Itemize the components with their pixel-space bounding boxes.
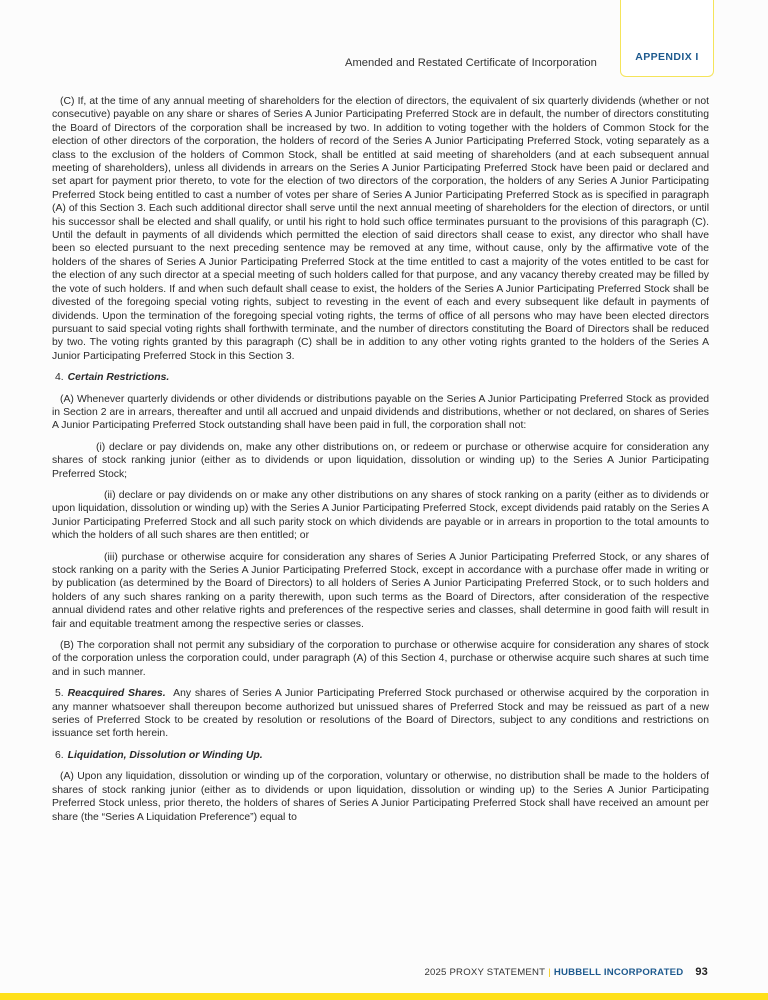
- footer-document-name: 2025 PROXY STATEMENT: [424, 967, 546, 978]
- appendix-tab: [620, 0, 714, 77]
- document-body: [52, 95, 709, 832]
- section-5: [52, 687, 709, 741]
- running-header-title: Amended and Restated Certificate of Incorporation: [345, 57, 597, 69]
- page-number: 93: [695, 966, 708, 978]
- section-4-paragraph-b: (B) The corporation shall not permit any subsidiary of the corporation to purchase or otherwise acquire for consideration any shares of stock of the corporation unless the corporation could, under paragraph (A) of this Section 4, purchase or otherwise acquire such shares at such time and in such manner.: [52, 640, 709, 678]
- section-5-text: Any shares of Series A Junior Participating Preferred Stock purchased or otherwise acquired by the corporation in any manner whatsoever shall thereupon become authorized but unissued shares of Preferred Stock and may be reissued as part of a new series of Preferred Stock to be created by resolution or resolutions of the Board of Directors, subject to any conditions and restrictions on issuance set forth herein.: [52, 688, 709, 740]
- footer-separator: |: [548, 967, 551, 978]
- section-number: 6.: [55, 749, 64, 761]
- section-title: Certain Restrictions.: [67, 372, 170, 384]
- section-4-item-ii: (ii) declare or pay dividends on or make any other distributions on any shares of stock ranking on a parity (either as to dividends or upon liquidation, dissolution or winding up) with the Series A Junior Participating Preferred Stock, except dividends paid ratably on the Series A Junior Participating Preferred Stock and all such parity stock on which dividends are payable or in arrears in proportion to the total amounts to which the holders of all such shares are then entitled; or: [52, 489, 709, 542]
- section-6-paragraph-a: (A) Upon any liquidation, dissolution or winding up of the corporation, voluntary or otherwise, no distribution shall be made to the holders of shares of stock ranking junior (either as to dividends or upon liquidation, dissolution or winding up) to the Series A Junior Participating Preferred Stock unless, prior thereto, the holders of shares of Series A Junior Participating Preferred Stock shall have received an amount per share (the “Series A Liquidation Preference”) equal to: [52, 771, 709, 823]
- section-number: 5.: [55, 688, 64, 700]
- section-4-item-iii: (iii) purchase or otherwise acquire for consideration any shares of Series A Junior Participating Preferred Stock, or any shares of stock ranking on a parity with the Series A Junior Participating Preferred Stock, except in accordance with a purchase offer made in writing or by publication (as determined by the Board of Directors) to all holders of Series A Junior Participating Preferred Stock, or to such holders and holders of any such shares ranking on a parity therewith, upon such terms as the Board of Directors, after consideration of the respective annual dividend rates and other relative rights and preferences of the respective series and classes, shall determine in good faith will result in fair and equitable treatment among the respective series or classes.: [52, 551, 709, 630]
- bottom-accent-bar: [0, 993, 768, 1000]
- section-number: 4.: [55, 372, 64, 384]
- paragraph-c: (C) If, at the time of any annual meeting of shareholders for the election of directors, the equivalent of six quarterly dividends (whether or not consecutive) payable on any share or shares of Series A Junior Participating Preferred Stock are in default, the number of directors constituting the Board of Directors of the corporation shall be increased by two. In addition to voting together with the holders of Common Stock for the election of other directors of the corporation, the holders of record of the Series A Junior Participating Preferred Stock, voting separately as a class to the exclusion of the holders of Common Stock, shall be entitled at said meeting of shareholders (and at each subsequent annual meeting of shareholders), unless all dividends in arrears on the Series A Junior Participating Preferred Stock have been paid or declared and set apart for payment prior thereto, to vote for the election of two directors of the corporation, the holders of any Series A Junior Participating Preferred Stock being entitled to cast a number of votes per share of Series A Junior Participating Preferred Stock as is specified in paragraph (A) of this Section 3. Each such additional director shall serve until the next annual meeting of shareholders for the election of directors, or until his successor shall be elected and shall qualify, or until his right to hold such office terminates pursuant to the provisions of this paragraph (C). Until the default in payments of all dividends which permitted the election of said directors shall cease to exist, any director who shall have been so elected pursuant to the next preceding sentence may be removed at any time, without cause, only by the affirmative vote of the holders of the shares of Series A Junior Participating Preferred Stock at the time entitled to cast a majority of the votes entitled to be cast for the election of any such director at a special meeting of such holders called for that purpose, and any vacancy thereby created may be filled by the vote of such holders. If and when such default shall cease to exist, the holders of the Series A Junior Participating Preferred Stock shall be divested of the foregoing special voting rights, subject to revesting in the event of each and every subsequent like default in payments of dividends. Upon the termination of the foregoing special voting rights, the terms of office of all persons who may have been elected directors pursuant to said special voting rights shall forthwith terminate, and the number of directors constituting the Board of Directors shall be reduced by two. The voting rights granted by this paragraph (C) shall be in addition to any other voting rights granted to the holders of the Series A Junior Participating Preferred Stock in this Section 3.: [52, 96, 709, 362]
- section-4-item-i: (i) declare or pay dividends on, make any other distributions on, or redeem or purchase or otherwise acquire for consideration any shares of stock ranking junior (either as to dividends or upon liquidation, dissolution or winding up) to the Series A Junior Participating Preferred Stock;: [52, 441, 709, 480]
- section-4-heading: [52, 371, 709, 384]
- section-title: Liquidation, Dissolution or Winding Up.: [67, 749, 263, 761]
- section-4-paragraph-a: (A) Whenever quarterly dividends or other dividends or distributions payable on the Series A Junior Participating Preferred Stock as provided in Section 2 are in arrears, thereafter and until all accrued and unpaid dividends and distributions, whether or not declared, on shares of Series A Junior Participating Preferred Stock outstanding shall have been paid in full, the corporation shall not:: [52, 393, 709, 432]
- section-title: Reacquired Shares.: [67, 688, 166, 700]
- section-6-heading: [52, 749, 709, 762]
- footer-company-name: HUBBELL INCORPORATED: [553, 967, 684, 978]
- page-footer: [424, 966, 708, 978]
- appendix-label: APPENDIX I: [635, 51, 699, 63]
